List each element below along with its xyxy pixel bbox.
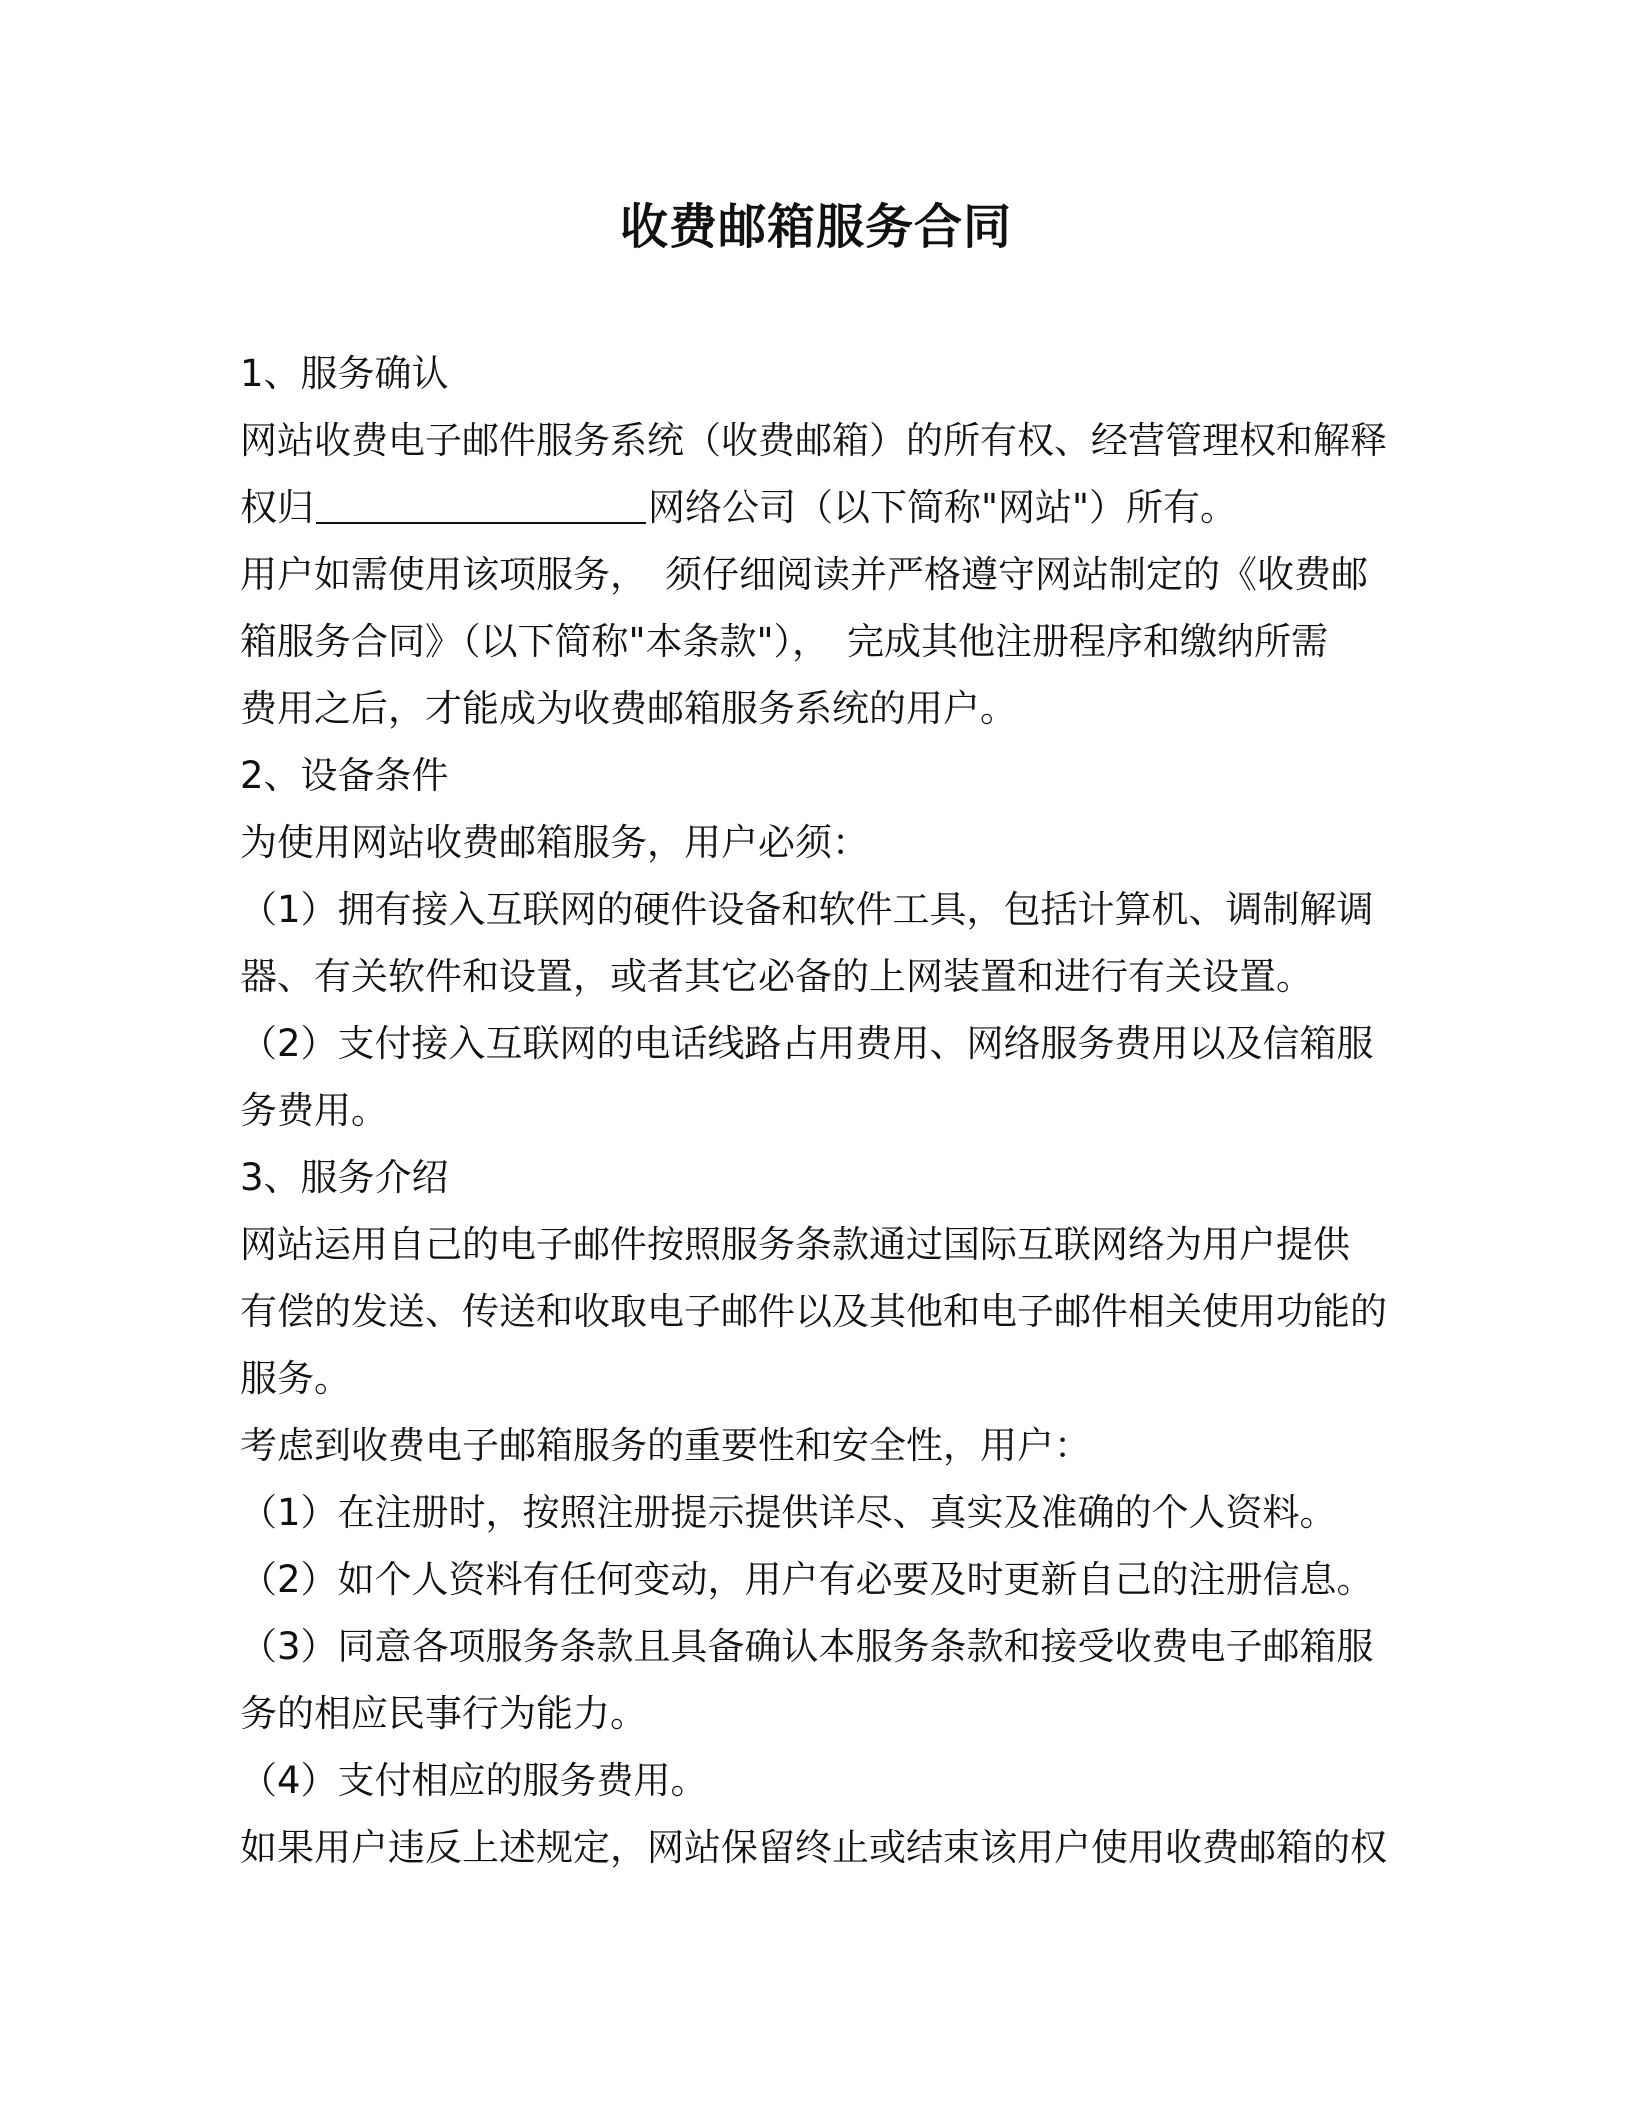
section-1-heading: 1、服务确认 [240, 352, 449, 395]
list-item-line: （4）支付相应的服务费用。 [240, 1759, 708, 1802]
text-fragment: 箱服务合同》（以下简称"本条款"）， [240, 620, 830, 663]
list-item-line: （2）如个人资料有任何变动，用户有必要及时更新自己的注册信息。 [240, 1558, 1374, 1601]
section-3-heading: 3、服务介绍 [240, 1156, 449, 1199]
text-fragment: 网络公司（以下简称"网站"）所有。 [648, 486, 1238, 529]
list-item-line: 器、有关软件和设置，或者其它必备的上网装置和进行有关设置。 [240, 955, 1313, 998]
paragraph-line: 网站收费电子邮件服务系统（收费邮箱）的所有权、经营管理权和解释 [240, 419, 1387, 462]
paragraph-line [240, 541, 1390, 608]
paragraph-line [240, 474, 1390, 541]
list-item-line: （2）支付接入互联网的电话线路占用费用、网络服务费用以及信箱服 [240, 1022, 1374, 1065]
list-item-line: 务费用。 [240, 1089, 388, 1132]
contract-body [240, 340, 1390, 1881]
text-fragment: 须仔细阅读并严格遵守网站制定的《收费邮 [665, 553, 1368, 596]
paragraph-line: 服务。 [240, 1357, 351, 1400]
text-fragment: 权归 [240, 486, 314, 529]
paragraph-line: 费用之后，才能成为收费邮箱服务系统的用户。 [240, 687, 1017, 730]
paragraph-line: 如果用户违反上述规定，网站保留终止或结束该用户使用收费邮箱的权 [240, 1826, 1387, 1869]
list-item-line: （1）在注册时，按照注册提示提供详尽、真实及准确的个人资料。 [240, 1491, 1337, 1534]
paragraph-line: 考虑到收费电子邮箱服务的重要性和安全性，用户： [240, 1424, 1091, 1467]
paragraph-line [240, 608, 1390, 675]
paragraph-line: 有偿的发送、传送和收取电子邮件以及其他和电子邮件相关使用功能的 [240, 1290, 1387, 1333]
section-2-heading: 2、设备条件 [240, 754, 449, 797]
text-fragment: 完成其他注册程序和缴纳所需 [847, 620, 1329, 663]
list-item-line: （3）同意各项服务条款且具备确认本服务条款和接受收费电子邮箱服 [240, 1625, 1374, 1668]
paragraph-line: 网站运用自己的电子邮件按照服务条款通过国际互联网络为用户提供 [240, 1223, 1350, 1266]
company-name-blank [316, 478, 646, 524]
list-item-line: 务的相应民事行为能力。 [240, 1692, 647, 1735]
text-fragment: 用户如需使用该项服务， [240, 553, 647, 596]
list-item-line: （1）拥有接入互联网的硬件设备和软件工具，包括计算机、调制解调 [240, 888, 1374, 931]
paragraph-line: 为使用网站收费邮箱服务，用户必须： [240, 821, 869, 864]
page-title: 收费邮箱服务合同 [619, 199, 1012, 255]
